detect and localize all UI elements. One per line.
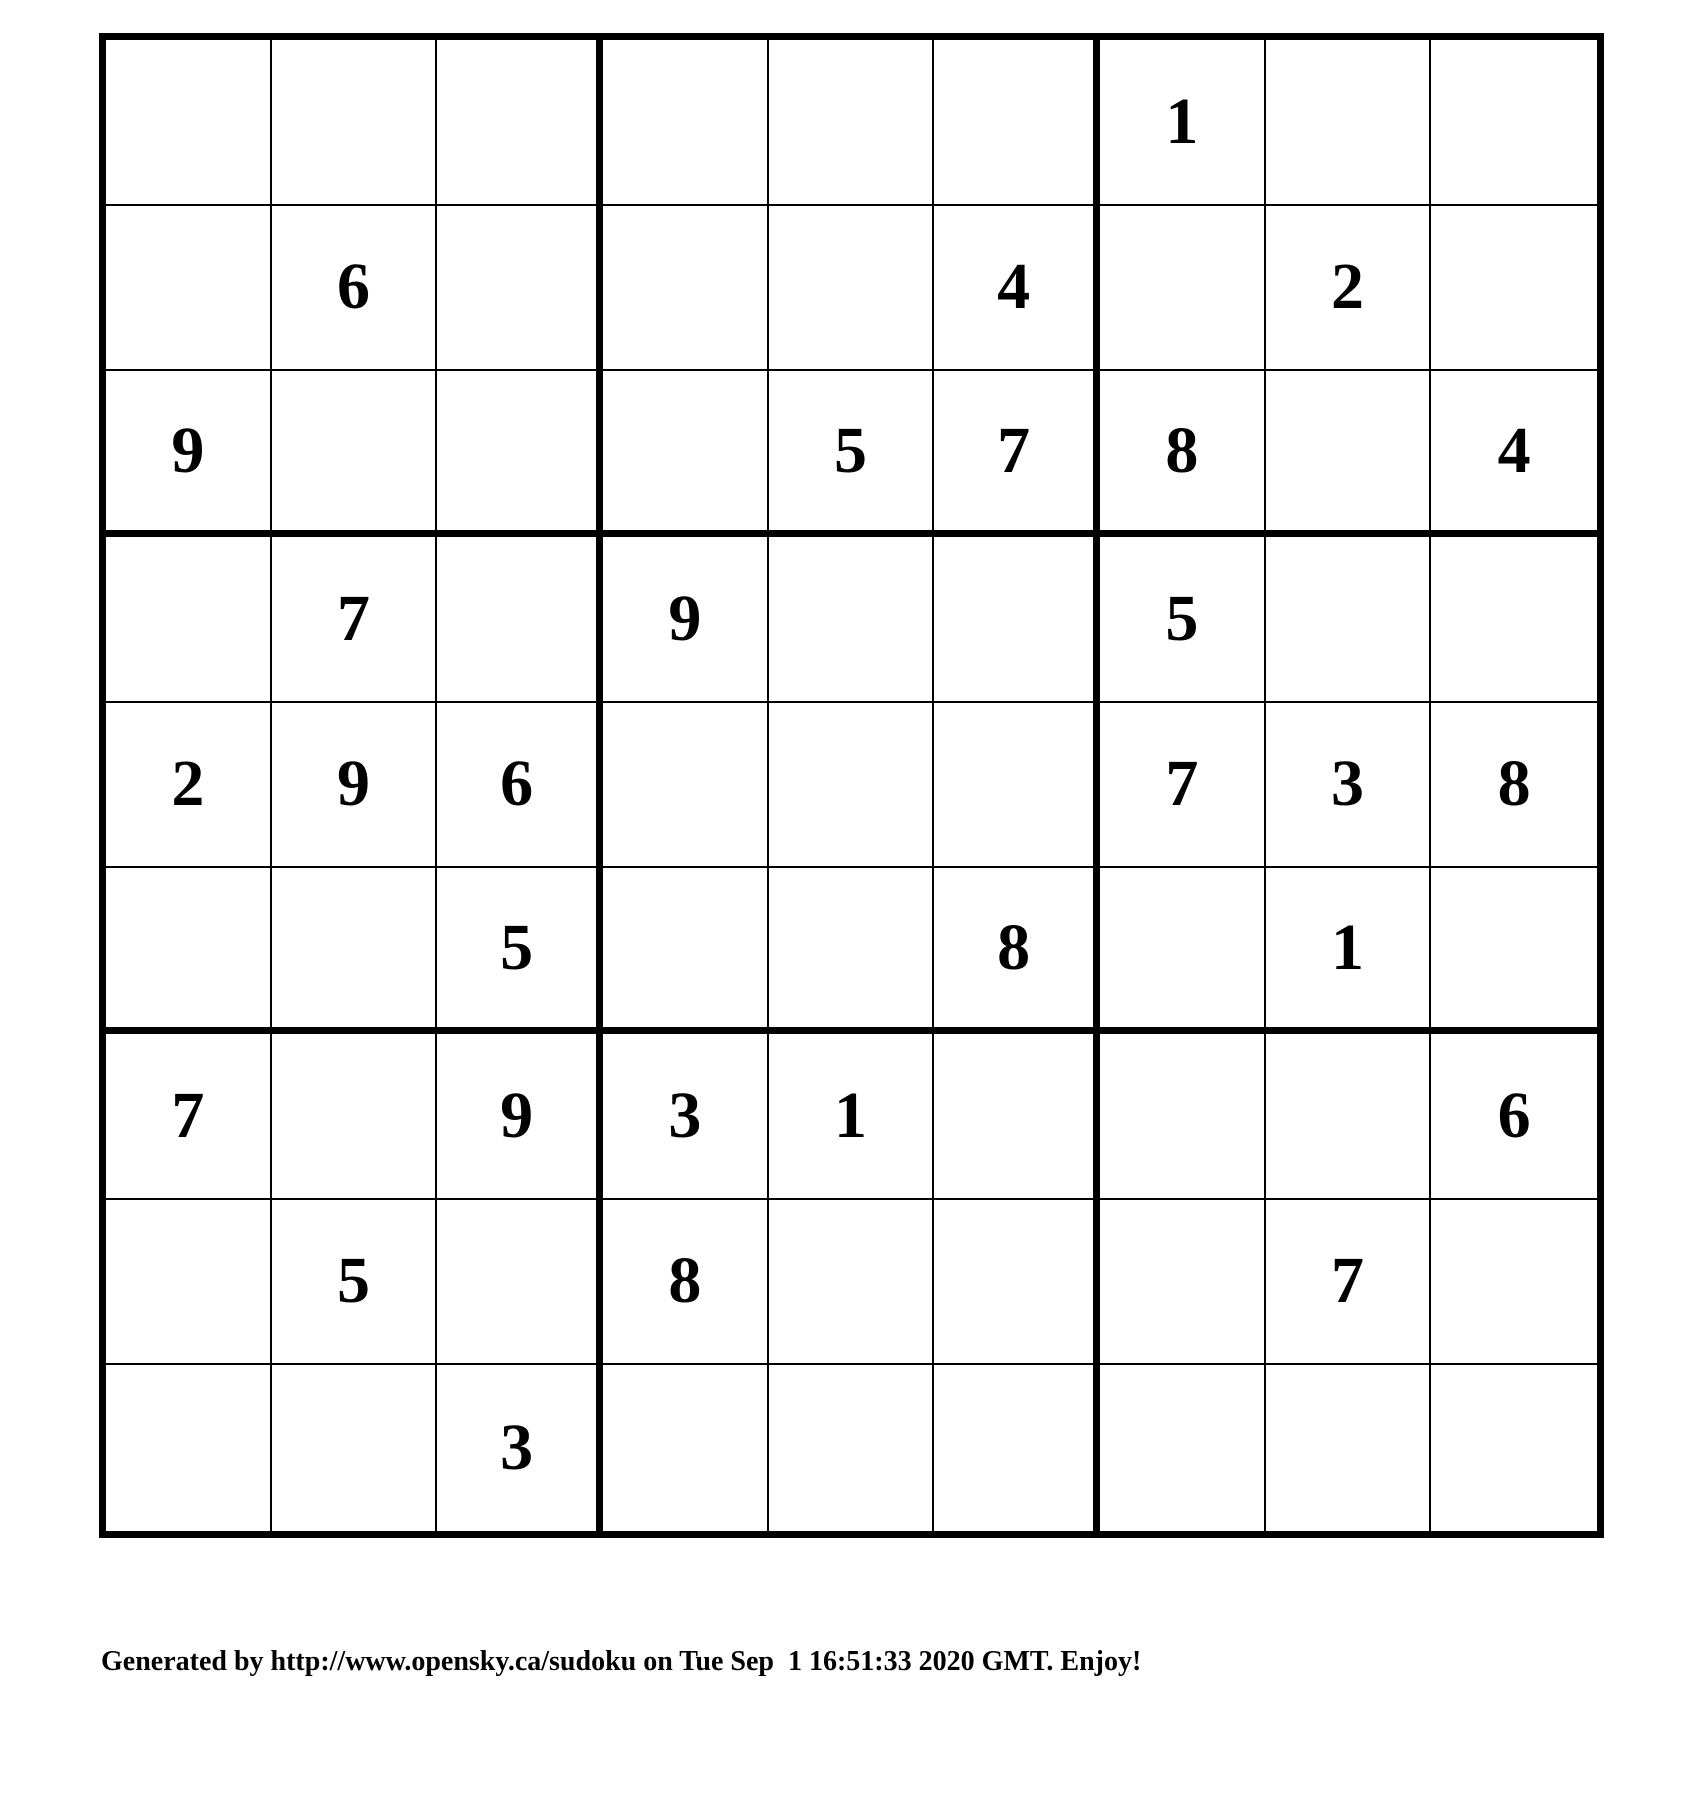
- empty-cell[interactable]: [603, 703, 769, 869]
- generated-by-footer: Generated by http://www.opensky.ca/sudoku on Tue Sep 1 16:51:33 2020 GMT. Enjoy!: [101, 1646, 1142, 1677]
- empty-cell[interactable]: [769, 537, 935, 703]
- empty-cell[interactable]: [1266, 40, 1432, 206]
- empty-cell[interactable]: [769, 1200, 935, 1366]
- given-cell: 3: [1266, 703, 1432, 869]
- empty-cell[interactable]: [1266, 537, 1432, 703]
- given-cell: 8: [1100, 371, 1266, 537]
- empty-cell[interactable]: [1100, 1200, 1266, 1366]
- given-cell: 8: [1431, 703, 1597, 869]
- empty-cell[interactable]: [106, 537, 272, 703]
- empty-cell[interactable]: [769, 206, 935, 372]
- empty-cell[interactable]: [934, 1365, 1100, 1531]
- sudoku-grid: [99, 33, 1604, 1538]
- empty-cell[interactable]: [769, 40, 935, 206]
- empty-cell[interactable]: [1431, 537, 1597, 703]
- empty-cell[interactable]: [272, 371, 438, 537]
- empty-cell[interactable]: [934, 1200, 1100, 1366]
- given-cell: 1: [769, 1034, 935, 1200]
- empty-cell[interactable]: [1266, 1365, 1432, 1531]
- given-cell: 5: [272, 1200, 438, 1366]
- empty-cell[interactable]: [934, 537, 1100, 703]
- given-cell: 7: [934, 371, 1100, 537]
- empty-cell[interactable]: [1266, 371, 1432, 537]
- empty-cell[interactable]: [106, 1200, 272, 1366]
- empty-cell[interactable]: [1431, 1200, 1597, 1366]
- given-cell: 9: [106, 371, 272, 537]
- given-cell: 4: [1431, 371, 1597, 537]
- empty-cell[interactable]: [437, 206, 603, 372]
- empty-cell[interactable]: [934, 703, 1100, 869]
- empty-cell[interactable]: [1431, 1365, 1597, 1531]
- given-cell: 3: [603, 1034, 769, 1200]
- given-cell: 7: [1100, 703, 1266, 869]
- given-cell: 4: [934, 206, 1100, 372]
- empty-cell[interactable]: [1431, 40, 1597, 206]
- empty-cell[interactable]: [1100, 1034, 1266, 1200]
- given-cell: 9: [272, 703, 438, 869]
- empty-cell[interactable]: [603, 371, 769, 537]
- given-cell: 8: [603, 1200, 769, 1366]
- empty-cell[interactable]: [106, 40, 272, 206]
- empty-cell[interactable]: [272, 40, 438, 206]
- empty-cell[interactable]: [106, 206, 272, 372]
- given-cell: 1: [1266, 868, 1432, 1034]
- empty-cell[interactable]: [272, 1365, 438, 1531]
- given-cell: 1: [1100, 40, 1266, 206]
- empty-cell[interactable]: [603, 1365, 769, 1531]
- empty-cell[interactable]: [603, 868, 769, 1034]
- given-cell: 7: [106, 1034, 272, 1200]
- empty-cell[interactable]: [1431, 868, 1597, 1034]
- given-cell: 5: [769, 371, 935, 537]
- empty-cell[interactable]: [1431, 206, 1597, 372]
- empty-cell[interactable]: [437, 1200, 603, 1366]
- given-cell: 6: [1431, 1034, 1597, 1200]
- given-cell: 2: [106, 703, 272, 869]
- given-cell: 9: [603, 537, 769, 703]
- empty-cell[interactable]: [437, 371, 603, 537]
- given-cell: 6: [272, 206, 438, 372]
- given-cell: 5: [1100, 537, 1266, 703]
- given-cell: 5: [437, 868, 603, 1034]
- empty-cell[interactable]: [1266, 1034, 1432, 1200]
- empty-cell[interactable]: [272, 1034, 438, 1200]
- empty-cell[interactable]: [769, 1365, 935, 1531]
- empty-cell[interactable]: [1100, 1365, 1266, 1531]
- given-cell: 9: [437, 1034, 603, 1200]
- given-cell: 7: [1266, 1200, 1432, 1366]
- empty-cell[interactable]: [603, 40, 769, 206]
- empty-cell[interactable]: [769, 868, 935, 1034]
- empty-cell[interactable]: [934, 40, 1100, 206]
- given-cell: 3: [437, 1365, 603, 1531]
- empty-cell[interactable]: [272, 868, 438, 1034]
- empty-cell[interactable]: [603, 206, 769, 372]
- empty-cell[interactable]: [1100, 868, 1266, 1034]
- given-cell: 8: [934, 868, 1100, 1034]
- empty-cell[interactable]: [437, 40, 603, 206]
- empty-cell[interactable]: [106, 868, 272, 1034]
- given-cell: 2: [1266, 206, 1432, 372]
- given-cell: 7: [272, 537, 438, 703]
- empty-cell[interactable]: [106, 1365, 272, 1531]
- empty-cell[interactable]: [1100, 206, 1266, 372]
- empty-cell[interactable]: [437, 537, 603, 703]
- empty-cell[interactable]: [934, 1034, 1100, 1200]
- given-cell: 6: [437, 703, 603, 869]
- empty-cell[interactable]: [769, 703, 935, 869]
